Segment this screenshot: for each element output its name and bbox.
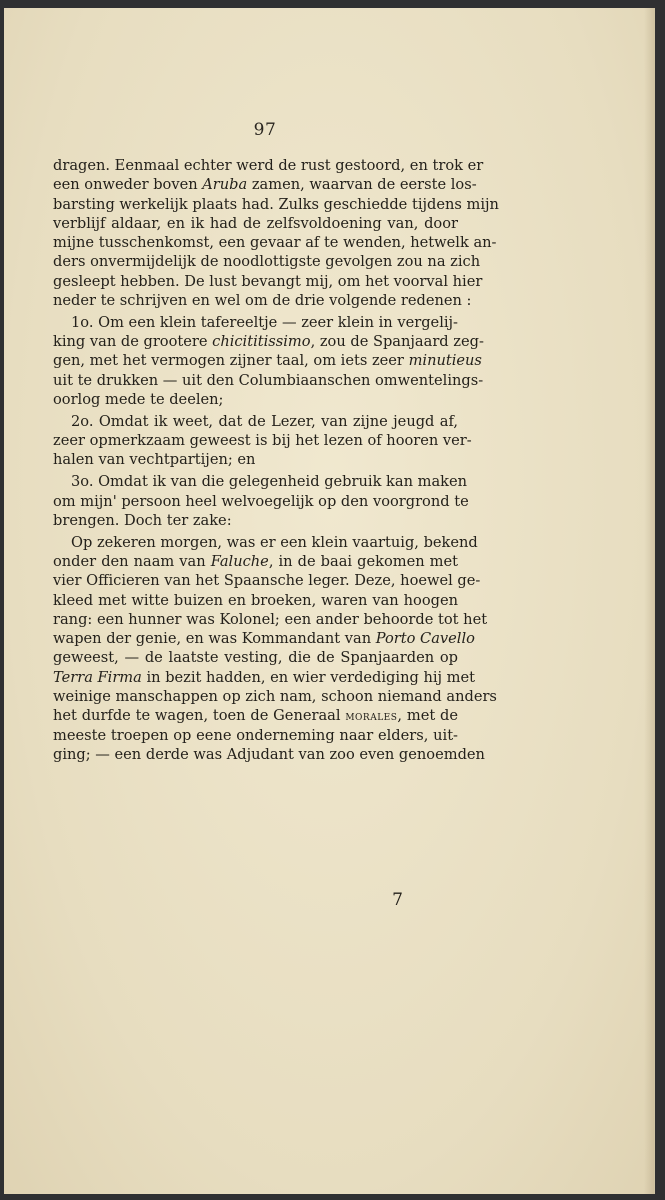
body-text	[53, 156, 499, 764]
reason-2-line: 2o. Omdat ik weet, dat de Lezer, van zijne jeugd af,	[71, 412, 458, 430]
name-morales: morales	[345, 709, 398, 725]
narrative-line: rang: een hunner was Kolonel; een ander behoorde tot het	[53, 610, 488, 628]
narrative-line: weinige manschappen op zich nam, schoon niemand anders	[53, 688, 497, 706]
text-line: neder te schrijven en wel om de drie volgende redenen :	[53, 292, 472, 310]
text-line: verblijf aldaar, en ik had de zelfsvoldoening van, door	[53, 214, 458, 232]
italic-term: minutieus	[408, 352, 482, 370]
text-line: gesleept hebben. De lust bevangt mij, om het voorval hier	[53, 272, 483, 290]
reason-3-line: om mijn' persoon heel welvoegelijk op den voorgrond te	[53, 492, 469, 510]
place-name-aruba: Aruba	[202, 176, 248, 194]
narrative-line: Op zekeren morgen, was er een klein vaartuig, bekend	[71, 533, 478, 551]
signature-mark: 7	[392, 890, 403, 910]
vessel-name: Faluche	[210, 552, 269, 570]
place-name-porto-cavello: Porto Cavello	[375, 630, 475, 648]
narrative-line: onder den naam van Faluche, in de baai gekomen met	[53, 552, 458, 570]
narrative-line: Terra Firma in bezit hadden, en wier verdediging hij met	[53, 668, 476, 686]
text-line: barsting werkelijk plaats had. Zulks geschiedde tijdens mijn	[53, 195, 499, 213]
text-line: een onweder boven Aruba zamen, waarvan de eerste los-	[53, 176, 477, 194]
narrative-line: vier Officieren van het Spaansche leger. Deze, hoewel ge-	[53, 572, 481, 590]
reason-1-line: king van de grootere chicititissimo, zou de Spanjaard zeg-	[53, 333, 484, 351]
narrative-line: kleed met witte buizen en broeken, waren van hoogen	[53, 591, 458, 609]
narrative-line: wapen der genie, en was Kommandant van Porto Cavello	[53, 630, 475, 648]
narrative-line: geweest, — de laatste vesting, die de Spanjaarden op	[53, 649, 458, 667]
reason-3-line: 3o. Omdat ik van die gelegenheid gebruik kan maken	[71, 473, 468, 491]
page-edge-shadow	[644, 8, 654, 1194]
reason-1-line: gen, met het vermogen zijner taal, om iets zeer minutieus	[53, 352, 482, 370]
text-line: mijne tusschenkomst, een gevaar af te wenden, hetwelk an-	[53, 234, 497, 252]
text-line: ders onvermijdelijk de noodlottigste gevolgen zou na zich	[53, 253, 481, 271]
text-line: dragen. Eenmaal echter werd de rust gestoord, en trok er	[53, 157, 484, 174]
reason-1-line: uit te drukken — uit den Columbiaanschen omwentelings-	[53, 371, 484, 389]
narrative-line: meeste troepen op eene onderneming naar elders, uit-	[53, 726, 458, 744]
reason-2-line: zeer opmerkzaam geweest is bij het lezen of hooren ver-	[53, 432, 472, 450]
reason-1-line: 1o. Om een klein tafereeltje — zeer klein in vergelij-	[71, 313, 458, 331]
reason-2-line: halen van vechtpartijen; en	[53, 451, 256, 469]
italic-term: chicititissimo	[212, 333, 311, 351]
reason-3-line: brengen. Doch ter zake:	[53, 511, 232, 529]
narrative-line: ging; — een derde was Adjudant van zoo even genoemden	[53, 745, 485, 763]
reason-1-line: oorlog mede te deelen;	[53, 391, 224, 409]
narrative-line: het durfde te wagen, toen de Generaal morales, met de	[53, 707, 458, 725]
page-number: 97	[253, 120, 277, 140]
place-name-terra-firma: Terra Firma	[53, 668, 142, 686]
